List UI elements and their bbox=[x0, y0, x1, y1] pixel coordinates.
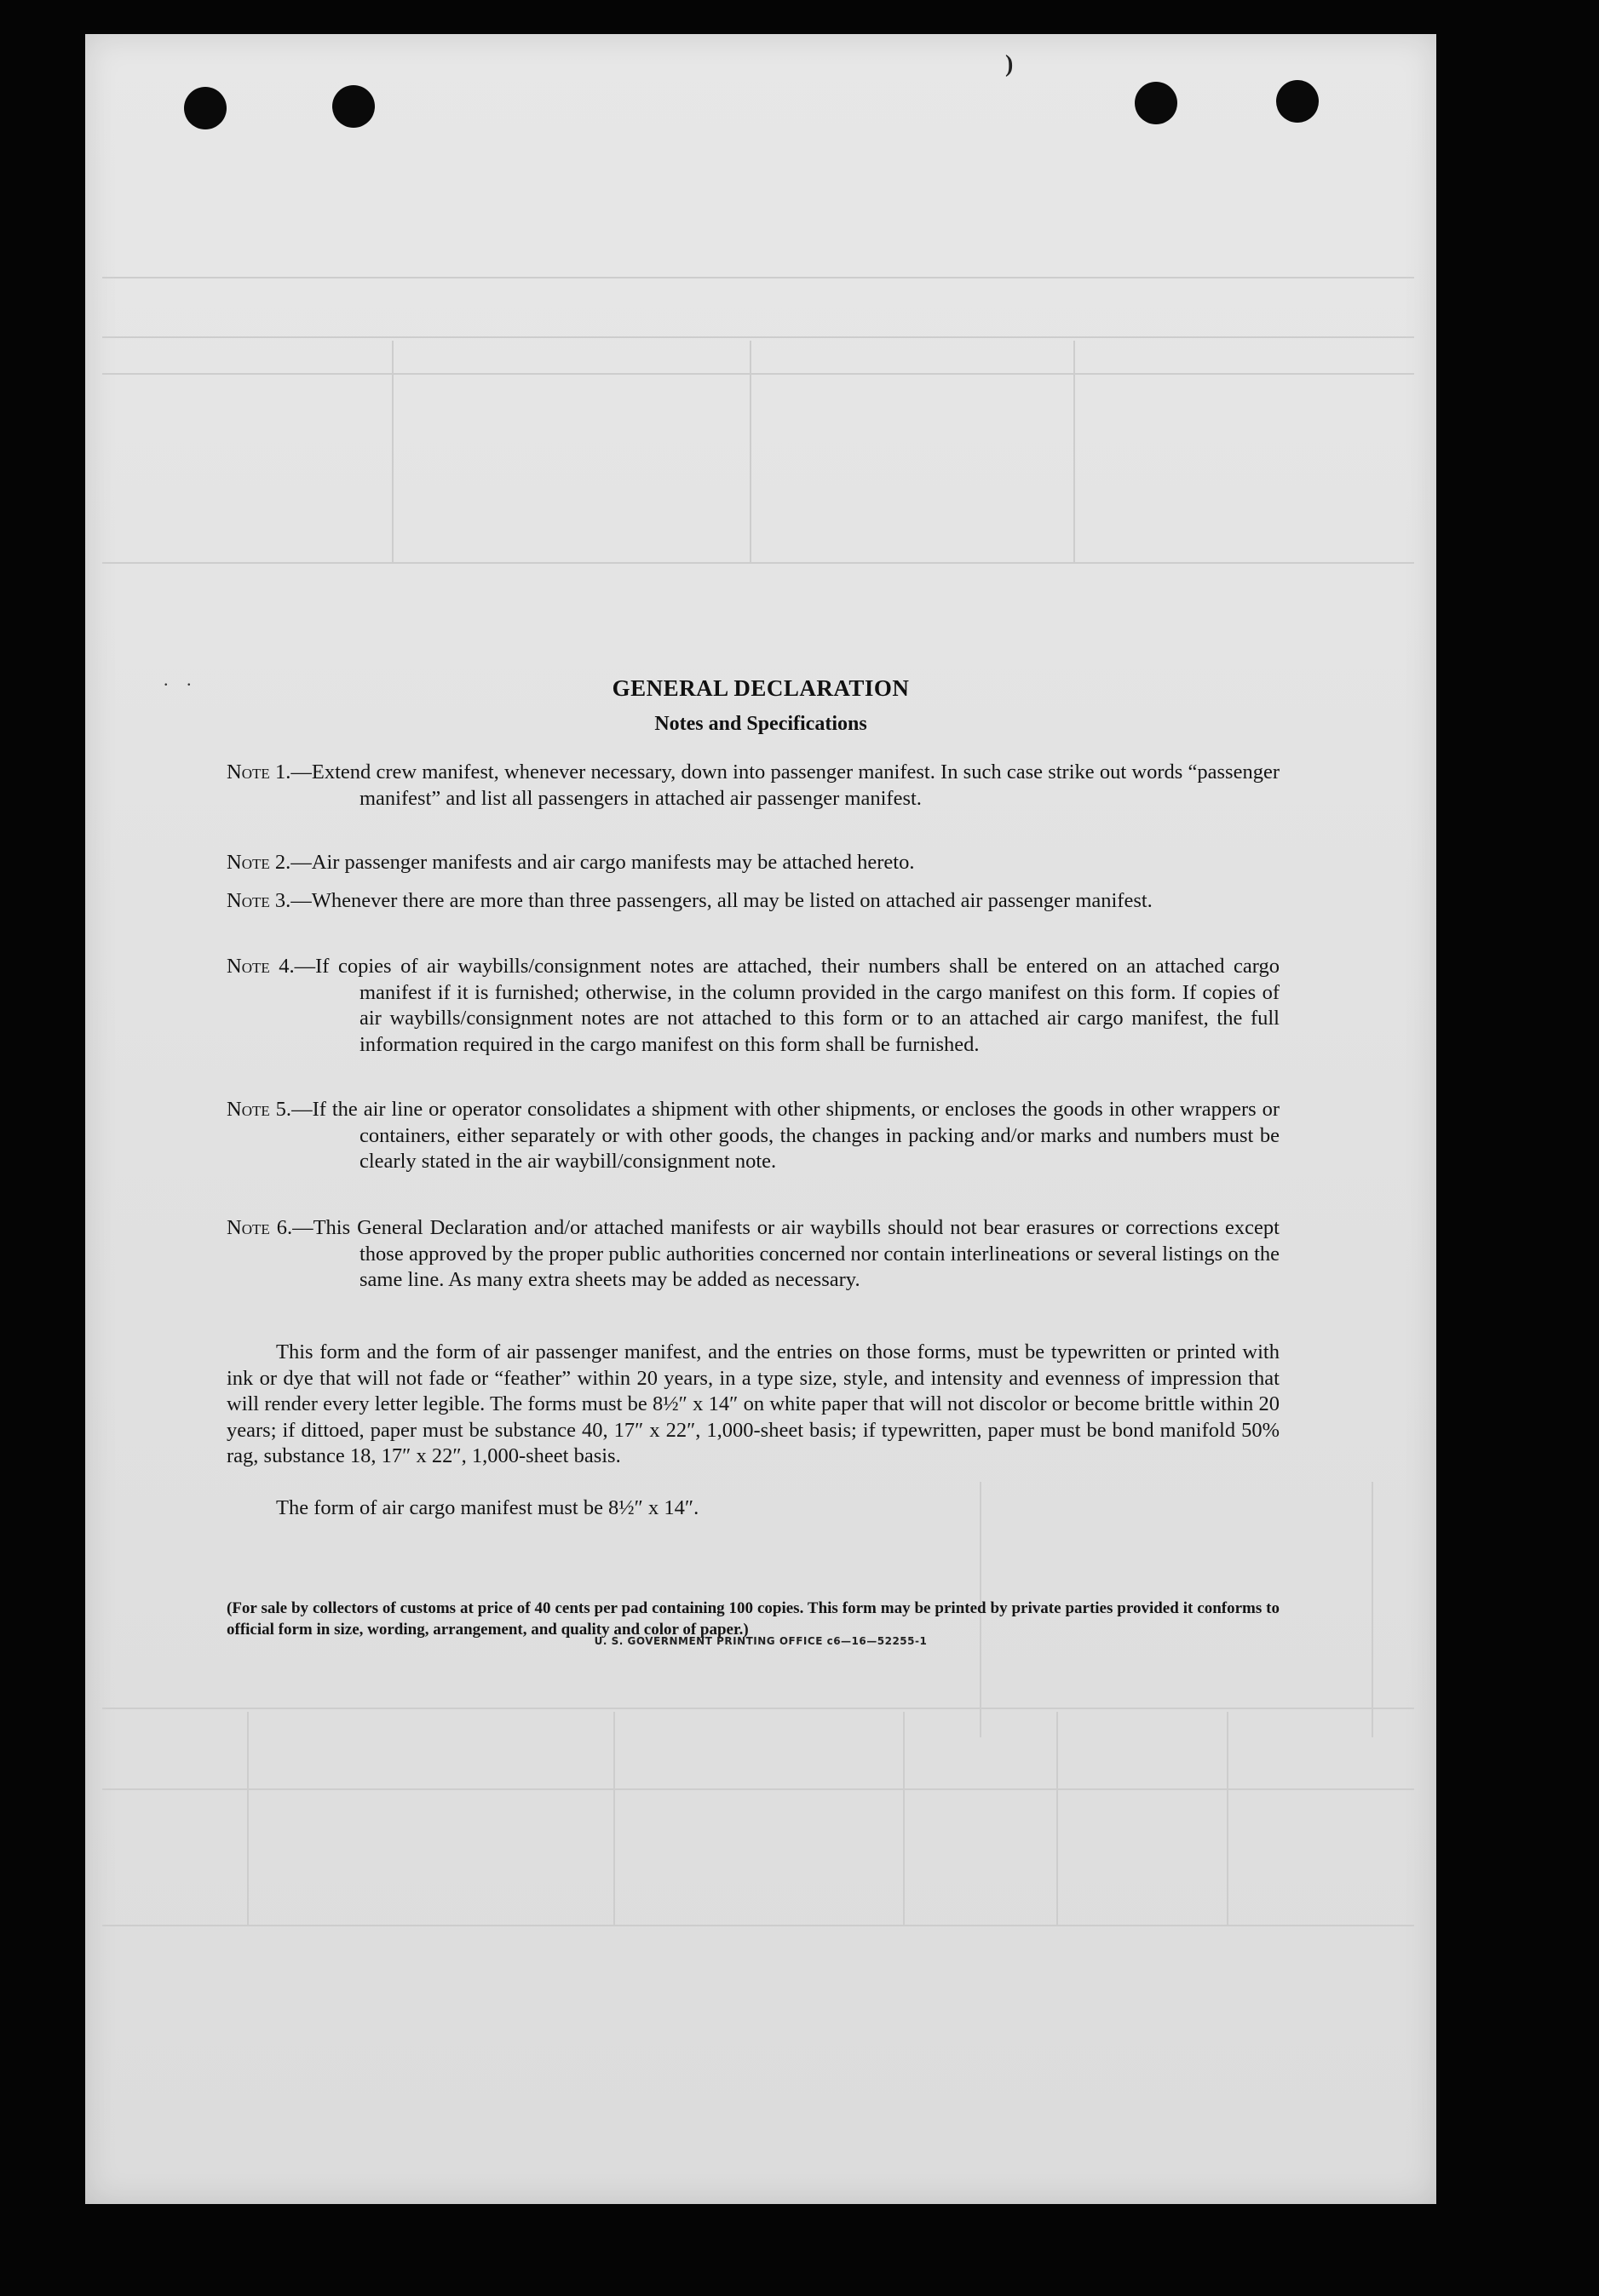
note-text: —Whenever there are more than three passengers, all may be listed on attached air passenger manifest. bbox=[290, 889, 1153, 912]
note-6 bbox=[227, 1215, 1280, 1294]
note-label: Note 6. bbox=[227, 1216, 293, 1239]
note-4 bbox=[227, 954, 1280, 1058]
note-text: —If copies of air waybills/consignment notes are attached, their numbers shall be entered on an attached cargo manifest if it is furnished; otherwise, in the column provided in the cargo manifest on this form. If copies of air waybills/consignment notes are not attached to this form or to an attached air cargo manifest, the full information required in the cargo manifest on this form shall be furnished. bbox=[294, 955, 1280, 1056]
note-1 bbox=[227, 760, 1280, 812]
page-subtitle: Notes and Specifications bbox=[654, 713, 867, 735]
note-3 bbox=[227, 888, 1280, 915]
sale-notice: (For sale by collectors of customs at price of 40 cents per pad containing 100 copies. This form may be printed by private parties provided it conforms to official form in size, wording, arrangement, and quality and color of paper.) bbox=[227, 1599, 1280, 1639]
pencil-tick-mark: ) bbox=[1005, 51, 1014, 77]
document-page bbox=[85, 34, 1436, 2204]
note-text: —Air passenger manifests and air cargo manifests may be attached hereto. bbox=[290, 851, 915, 874]
notes-and-specifications bbox=[85, 34, 1436, 2204]
note-label: Note 1. bbox=[227, 761, 291, 784]
stray-marks: . . bbox=[164, 669, 198, 690]
note-2 bbox=[227, 850, 1280, 876]
paper-specifications-paragraph: This form and the form of air passenger manifest, and the entries on those forms, must be typewritten or printed with ink or dye that will not fade or “feather” within 20 years, in a type size, style, and intensity and evenness of impression that will render every letter legible. The forms must be 8½″ x 14″ on white paper that will not discolor or become brittle within 20 years; if dittoed, paper must be substance 40, 17″ x 22″, 1,000-sheet basis; if typewritten, paper must be bond manifold 50% rag, substance 18, 17″ x 22″, 1,000-sheet basis. bbox=[227, 1340, 1280, 1467]
note-5 bbox=[227, 1097, 1280, 1175]
note-text: —This General Declaration and/or attached manifests or air waybills should not bear erasures or corrections except those approved by the proper public authorities concerned nor contain interlineations or several listings on the same line. As many extra sheets may be added as necessary. bbox=[292, 1216, 1280, 1291]
note-label: Note 4. bbox=[227, 955, 295, 978]
note-label: Note 3. bbox=[227, 889, 291, 912]
page-title: GENERAL DECLARATION bbox=[612, 675, 910, 701]
note-text: —If the air line or operator consolidates a shipment with other shipments, or encloses the goods in other wrappers or containers, either separately or with other goods, the changes in packing and/or marks and numbers must be clearly stated in the air waybill/consignment note. bbox=[291, 1098, 1280, 1173]
cargo-manifest-size-line: The form of air cargo manifest must be 8½″ x 14″. bbox=[276, 1496, 699, 1519]
note-text: —Extend crew manifest, whenever necessary, down into passenger manifest. In such case strike out words “passenger manifest” and list all passengers in attached air passenger manifest. bbox=[290, 761, 1280, 810]
note-label: Note 2. bbox=[227, 851, 291, 874]
printer-imprint: U. S. GOVERNMENT PRINTING OFFICE c6—16—52255-1 bbox=[594, 1635, 928, 1647]
note-label: Note 5. bbox=[227, 1098, 292, 1121]
